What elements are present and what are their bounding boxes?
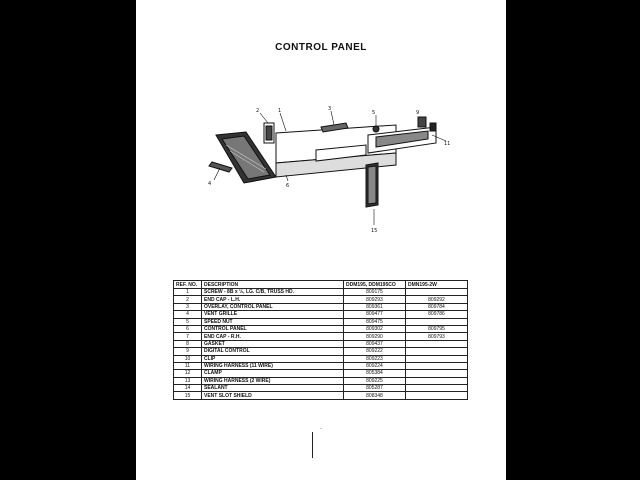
cell-col1: 809437 <box>344 340 406 347</box>
cell-col2 <box>406 392 468 399</box>
cell-col2 <box>406 318 468 325</box>
cell-col1: 809302 <box>344 325 406 332</box>
cell-desc: SCREW - 8B x ½, LG. C/B, TRUSS HD. <box>202 289 344 296</box>
header-model-1: DDM195, DDM195CO <box>344 281 406 289</box>
cell-col2: 809795 <box>406 325 468 332</box>
cell-desc: WIRING HARNESS (11 WIRE) <box>202 362 344 369</box>
tick-mark: · <box>320 426 322 433</box>
cell-col2 <box>406 377 468 384</box>
cell-col1: 809222 <box>344 348 406 355</box>
cell-desc: OVERLAY, CONTROL PANEL <box>202 303 344 310</box>
callout-5: 5 <box>372 110 376 116</box>
cell-ref: 12 <box>174 370 202 377</box>
table-row <box>174 377 468 384</box>
cell-col2 <box>406 355 468 362</box>
cell-ref: 14 <box>174 385 202 392</box>
cell-desc: CLAMP <box>202 370 344 377</box>
callout-4: 4 <box>208 181 212 187</box>
cell-col1: 809290 <box>344 333 406 340</box>
cell-col1: 809175 <box>344 289 406 296</box>
cell-ref: 9 <box>174 348 202 355</box>
cell-col2: 809292 <box>406 296 468 303</box>
table-row <box>174 303 468 310</box>
cell-ref: 8 <box>174 340 202 347</box>
table-row <box>174 370 468 377</box>
cell-desc: VENT SLOT SHIELD <box>202 392 344 399</box>
cell-ref: 11 <box>174 362 202 369</box>
table-row <box>174 318 468 325</box>
callout-1: 1 <box>278 108 282 114</box>
cell-ref: 7 <box>174 333 202 340</box>
cell-desc: WIRING HARNESS (2 WIRE) <box>202 377 344 384</box>
cell-col1: 808348 <box>344 392 406 399</box>
table-row <box>174 333 468 340</box>
table-row <box>174 392 468 399</box>
exploded-view-diagram <box>196 105 466 240</box>
header-model-2: DMN195-2W <box>406 281 468 289</box>
parts-sheet <box>136 0 506 480</box>
cell-col2: 809786 <box>406 311 468 318</box>
table-row <box>174 340 468 347</box>
table-row <box>174 355 468 362</box>
cell-desc: END CAP - R.H. <box>202 333 344 340</box>
callout-15: 15 <box>371 228 378 234</box>
cell-col1: 809475 <box>344 318 406 325</box>
page-title: CONTROL PANEL <box>275 42 367 53</box>
cell-col2: 809793 <box>406 333 468 340</box>
table-row <box>174 362 468 369</box>
cell-col2 <box>406 385 468 392</box>
cell-col1: 805287 <box>344 385 406 392</box>
cell-col1: 809224 <box>344 362 406 369</box>
table-row <box>174 325 468 332</box>
cell-desc: DIGITAL CONTROL <box>202 348 344 355</box>
cell-ref: 13 <box>174 377 202 384</box>
table-row <box>174 289 468 296</box>
cell-col2 <box>406 348 468 355</box>
cell-col2 <box>406 289 468 296</box>
cell-col2 <box>406 370 468 377</box>
parts-table <box>173 280 468 400</box>
cell-ref: 4 <box>174 311 202 318</box>
cell-col2: 809784 <box>406 303 468 310</box>
cell-col1: 809225 <box>344 377 406 384</box>
header-ref-no: REF. NO. <box>174 281 202 289</box>
cell-ref: 1 <box>174 289 202 296</box>
cell-col1: 809223 <box>344 355 406 362</box>
cell-desc: END CAP - L.H. <box>202 296 344 303</box>
cell-ref: 10 <box>174 355 202 362</box>
cell-col2 <box>406 362 468 369</box>
table-row <box>174 296 468 303</box>
cell-desc: CLIP <box>202 355 344 362</box>
callout-3: 3 <box>328 106 332 112</box>
cell-ref: 2 <box>174 296 202 303</box>
table-row <box>174 311 468 318</box>
cell-ref: 5 <box>174 318 202 325</box>
tick-mark <box>312 432 313 458</box>
cell-ref: 6 <box>174 325 202 332</box>
table-row <box>174 348 468 355</box>
cell-ref: 15 <box>174 392 202 399</box>
parts-rows <box>174 289 468 400</box>
callout-11: 11 <box>444 141 451 147</box>
cell-desc: SPEED NUT <box>202 318 344 325</box>
cell-col1: 809293 <box>344 296 406 303</box>
cell-col1: 809361 <box>344 303 406 310</box>
cell-desc: CONTROL PANEL <box>202 325 344 332</box>
cell-col1: 805384 <box>344 370 406 377</box>
table-row <box>174 385 468 392</box>
cell-col1: 809477 <box>344 311 406 318</box>
callout-2: 2 <box>256 108 260 114</box>
cell-desc: GASKET <box>202 340 344 347</box>
cell-ref: 3 <box>174 303 202 310</box>
table-header-row <box>174 281 468 289</box>
callout-9: 9 <box>416 110 420 116</box>
callout-6: 6 <box>286 183 290 189</box>
cell-desc: SEALANT <box>202 385 344 392</box>
header-description: DESCRIPTION <box>202 281 344 289</box>
cell-desc: VENT GRILLE <box>202 311 344 318</box>
cell-col2 <box>406 340 468 347</box>
